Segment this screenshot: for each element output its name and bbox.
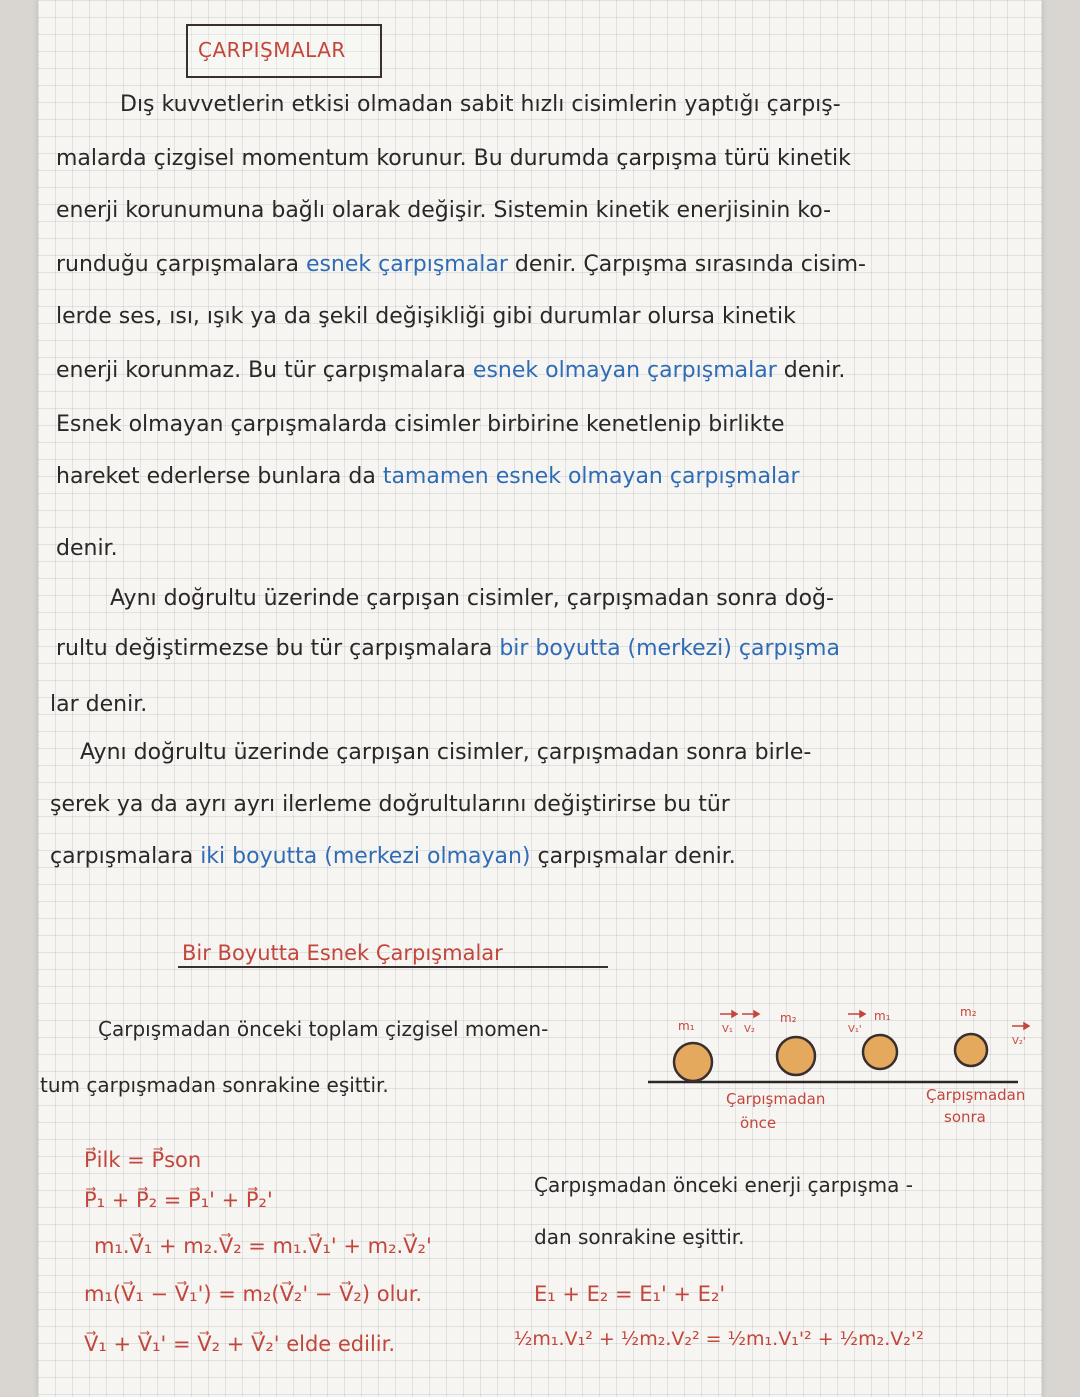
- term-perfectly-inelastic: tamamen esnek olmayan çarpışmalar: [382, 464, 800, 489]
- paragraph-line: [38, 410, 1042, 440]
- paragraph-line: [38, 690, 1042, 720]
- arrow-v2-head: [754, 1011, 759, 1017]
- paragraph-line: [38, 302, 1042, 332]
- caption-before-2: önce: [740, 1114, 777, 1132]
- paragraph-line: [38, 462, 1042, 492]
- arrow-v1p-head: [860, 1011, 865, 1017]
- equation-energy-1: E₁ + E₂ = E₁' + E₂': [534, 1282, 726, 1306]
- heading-text: Çarpışmalar: [375, 941, 503, 965]
- label-m2: m₂: [780, 1011, 797, 1025]
- text: denir.: [776, 358, 846, 383]
- text: Aynı doğrultu üzerinde çarpışan cisimler, çarpışmadan sonra birle-: [80, 740, 812, 765]
- text: Aynı doğrultu üzerinde çarpışan cisimler, çarpışmadan sonra doğ-: [110, 586, 834, 611]
- equation-momentum-1: P⃗ilk = P⃗son: [84, 1148, 202, 1172]
- label-m1-after: m₁: [874, 1009, 891, 1023]
- ball-m2-before: [777, 1037, 815, 1075]
- text: denir.: [56, 536, 118, 561]
- energy-line: [38, 1222, 1042, 1252]
- text: lerde ses, ısı, ışık ya da şekil değişikliği gibi durumlar olursa kinetik: [56, 304, 796, 329]
- term-two-dimensional: iki boyutta (merkezi olmayan): [200, 844, 531, 869]
- caption-before-1: Çarpışmadan: [726, 1090, 826, 1108]
- equation-momentum-2: P⃗₁ + P⃗₂ = P⃗₁' + P⃗₂': [84, 1188, 273, 1212]
- text: enerji korunumuna bağlı olarak değişir. Sistemin kinetik enerjisinin ko-: [56, 198, 832, 223]
- caption-after-1: Çarpışmadan: [926, 1086, 1026, 1104]
- paragraph-line: [38, 842, 1042, 872]
- paragraph-line: [38, 534, 1042, 564]
- paragraph-line: [38, 356, 1042, 386]
- equation-momentum-4: m₁(V⃗₁ − V⃗₁') = m₂(V⃗₂' − V⃗₂) olur.: [84, 1282, 423, 1306]
- paragraph-line: [38, 634, 1042, 664]
- paragraph-line: [38, 144, 1042, 174]
- caption-after-2: sonra: [944, 1108, 986, 1126]
- ball-m1-before: [674, 1043, 712, 1081]
- ball-m2-after: [955, 1034, 987, 1066]
- text: runduğu çarpışmalara: [56, 252, 306, 277]
- text: şerek ya da ayrı ayrı ilerleme doğrultularını değiştirirse bu tür: [50, 792, 730, 817]
- text: çarpışmalara: [50, 844, 201, 869]
- text: dan sonrakine eşittir.: [534, 1225, 745, 1249]
- paragraph-line: [38, 790, 1042, 820]
- arrow-v1-head: [732, 1011, 737, 1017]
- section-heading: [38, 938, 1042, 968]
- text: rultu değiştirmezse bu tür çarpışmalara: [56, 636, 500, 661]
- equation-momentum-5: V⃗₁ + V⃗₁' = V⃗₂ + V⃗₂' elde edilir.: [84, 1332, 396, 1356]
- collision-diagram: [648, 1000, 1038, 1140]
- paragraph-line: [38, 738, 1042, 768]
- title-box: [186, 24, 382, 78]
- term-inelastic-collision: esnek olmayan çarpışmalar: [472, 358, 777, 383]
- term-elastic-collision: esnek çarpışmalar: [305, 252, 508, 277]
- text: Çarpışmadan önceki toplam çizgisel momen-: [98, 1017, 549, 1041]
- text: denir. Çarpışma sırasında cisim-: [507, 252, 866, 277]
- text: Çarpışmadan önceki enerji çarpışma -: [534, 1173, 913, 1197]
- text: hareket ederlerse bunlara da: [56, 464, 383, 489]
- text: Esnek olmayan çarpışmalarda cisimler birbirine kenetlenip birlikte: [56, 412, 785, 437]
- text: enerji korunmaz. Bu tür çarpışmalara: [56, 358, 473, 383]
- text: çarpışmalar denir.: [530, 844, 736, 869]
- equation-energy-2: ½m₁.V₁² + ½m₂.V₂² = ½m₁.V₁'² + ½m₂.V₂'²: [514, 1328, 924, 1350]
- notebook-page: [38, 0, 1042, 1397]
- label-v1: V₁: [722, 1024, 733, 1035]
- paragraph-line: [38, 90, 1042, 120]
- label-v2p: V₂': [1012, 1036, 1026, 1047]
- label-m2-after: m₂: [960, 1005, 977, 1019]
- heading-underline: [178, 966, 608, 968]
- equation-momentum-3: m₁.V⃗₁ + m₂.V⃗₂ = m₁.V⃗₁' + m₂.V⃗₂': [94, 1234, 432, 1258]
- label-v1p: V₁': [848, 1024, 862, 1035]
- text: malarda çizgisel momentum korunur. Bu durumda çarpışma türü kinetik: [56, 146, 851, 171]
- paragraph-line: [38, 250, 1042, 280]
- ball-m1-after: [863, 1035, 897, 1069]
- energy-line: [38, 1170, 1042, 1200]
- text: Dış kuvvetlerin etkisi olmadan sabit hızlı cisimlerin yaptığı çarpış-: [120, 92, 841, 117]
- heading-text: Bir Boyutta Esnek: [182, 941, 376, 965]
- page-title: ÇARPIŞMALAR: [198, 38, 346, 62]
- label-v2: V₂: [744, 1024, 755, 1035]
- paragraph-line: [38, 584, 1042, 614]
- arrow-v2p-head: [1024, 1023, 1029, 1029]
- label-m1: m₁: [678, 1019, 695, 1033]
- paragraph-line: [38, 196, 1042, 226]
- term-one-dimensional: bir boyutta (merkezi) çarpışma: [499, 636, 840, 661]
- text: lar denir.: [50, 692, 148, 717]
- text: tum çarpışmadan sonrakine eşittir.: [40, 1073, 389, 1097]
